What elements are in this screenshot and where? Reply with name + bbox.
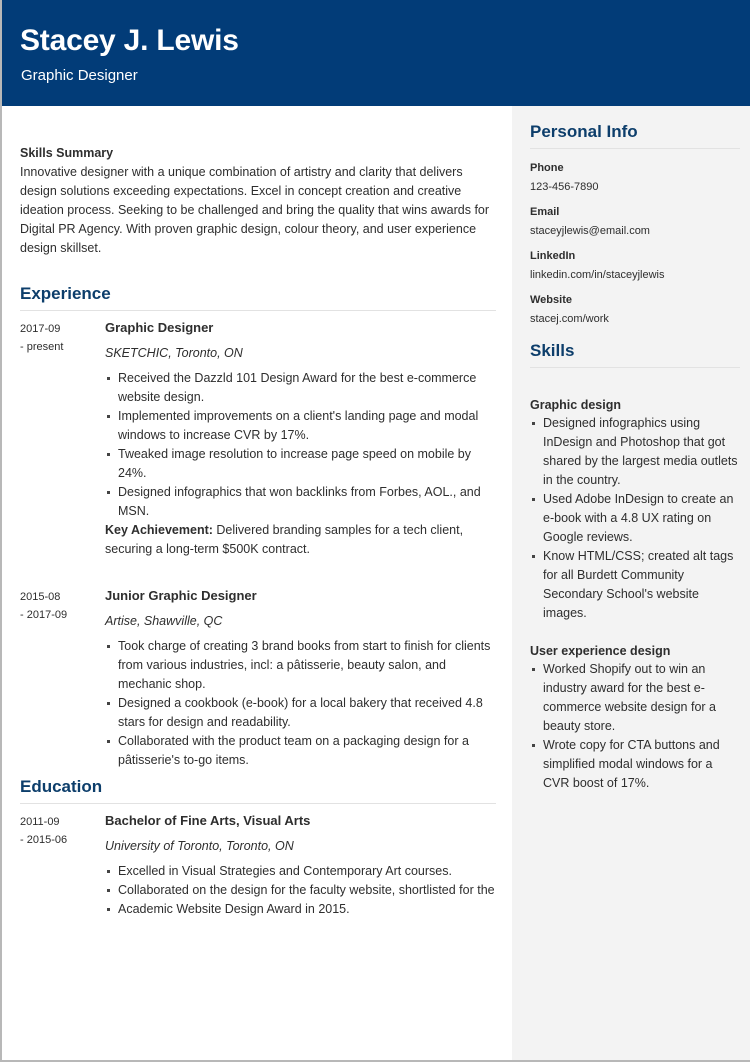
list-item: Know HTML/CSS; created alt tags for all Burdett Community Secondary School's website images. bbox=[530, 547, 740, 623]
key-achievement-label: Key Achievement: bbox=[105, 523, 213, 537]
job-company: Artise, Shawville, QC bbox=[105, 614, 223, 628]
list-item: Designed infographics that won backlinks from Forbes, AOL., and MSN. bbox=[105, 483, 500, 521]
job-title: Graphic Designer bbox=[105, 320, 214, 335]
info-label: Website bbox=[530, 294, 572, 306]
job-bullets bbox=[105, 369, 500, 521]
entry-body bbox=[105, 813, 500, 919]
info-value: linkedin.com/in/staceyjlewis bbox=[530, 269, 665, 281]
info-value: stacej.com/work bbox=[530, 313, 609, 325]
info-email bbox=[530, 205, 740, 238]
date-start: 2011-09 bbox=[20, 816, 60, 828]
entry-dates bbox=[20, 320, 100, 356]
school-name: University of Toronto, Toronto, ON bbox=[105, 839, 294, 853]
list-item: Designed infographics using InDesign and Photoshop that got shared by the largest media outlets in the country. bbox=[530, 414, 740, 490]
info-value: 123-456-7890 bbox=[530, 181, 599, 193]
entry-body bbox=[105, 588, 500, 770]
list-item: Tweaked image resolution to increase page speed on mobile by 24%. bbox=[105, 445, 500, 483]
list-item: Collaborated on the design for the faculty website, shortlisted for the bbox=[105, 881, 500, 900]
date-end: - 2015-06 bbox=[20, 834, 68, 846]
experience-heading: Experience bbox=[20, 284, 496, 311]
list-item: Worked Shopify out to win an industry award for the best e-commerce website design for a beauty store. bbox=[530, 660, 740, 736]
date-start: 2017-09 bbox=[20, 323, 61, 335]
key-achievement-text: Delivered branding samples for a tech client, securing a long-term $500K contract. bbox=[105, 523, 464, 556]
list-item: Took charge of creating 3 brand books from start to finish for clients from various industries, incl: a pâtisserie, beauty salon, and mechanic shop. bbox=[105, 637, 500, 694]
candidate-role: Graphic Designer bbox=[21, 67, 138, 84]
education-bullets bbox=[105, 862, 500, 919]
skills-summary-text: Innovative designer with a unique combination of artistry and clarity that delivers design solutions exceeding expectations. Excel in concept creation and creative ideation process. Seeking to be challenged and bring the quality that wins awards for Digital PR Agency. With proven graphic design, colour theory, and user experience design skillset. bbox=[20, 165, 490, 255]
entry-dates bbox=[20, 588, 100, 624]
info-label: LinkedIn bbox=[530, 250, 576, 262]
list-item: Received the Dazzld 101 Design Award for the best e-commerce website design. bbox=[105, 369, 500, 407]
list-item: Designed a cookbook (e-book) for a local bakery that received 4.8 stars for design and readability. bbox=[105, 694, 500, 732]
skill-group-graphic-design bbox=[530, 397, 740, 623]
info-label: Email bbox=[530, 206, 560, 218]
job-bullets bbox=[105, 637, 500, 770]
list-item: Used Adobe InDesign to create an e-book with a 4.8 UX rating on Google reviews. bbox=[530, 490, 740, 547]
entry-body bbox=[105, 320, 500, 559]
list-item: Academic Website Design Award in 2015. bbox=[105, 900, 500, 919]
skills-heading: Skills bbox=[530, 341, 740, 368]
candidate-name: Stacey J. Lewis bbox=[20, 24, 239, 57]
education-heading: Education bbox=[20, 777, 496, 804]
skill-name: Graphic design bbox=[530, 398, 621, 412]
entry-dates bbox=[20, 813, 100, 849]
personal-info-heading: Personal Info bbox=[530, 122, 740, 149]
list-item: Wrote copy for CTA buttons and simplified modal windows for a CVR boost of 17%. bbox=[530, 736, 740, 793]
skill-bullets bbox=[530, 660, 740, 793]
skills-summary-heading: Skills Summary bbox=[20, 146, 114, 160]
info-website bbox=[530, 293, 740, 326]
date-start: 2015-08 bbox=[20, 591, 61, 603]
skill-bullets bbox=[530, 414, 740, 623]
info-phone bbox=[530, 161, 740, 194]
resume-header bbox=[2, 0, 750, 106]
info-linkedin bbox=[530, 249, 740, 282]
key-achievement bbox=[105, 521, 500, 559]
sidebar bbox=[512, 106, 750, 1060]
date-end: - 2017-09 bbox=[20, 609, 68, 621]
job-company: SKETCHIC, Toronto, ON bbox=[105, 346, 243, 360]
job-title: Junior Graphic Designer bbox=[105, 588, 257, 603]
list-item: Implemented improvements on a client's landing page and modal windows to increase CVR by 17%. bbox=[105, 407, 500, 445]
info-label: Phone bbox=[530, 162, 564, 174]
list-item: Collaborated with the product team on a packaging design for a pâtisserie's to-go items. bbox=[105, 732, 500, 770]
degree-title: Bachelor of Fine Arts, Visual Arts bbox=[105, 813, 311, 828]
skill-group-ux-design bbox=[530, 643, 740, 793]
list-item: Excelled in Visual Strategies and Contemporary Art courses. bbox=[105, 862, 500, 881]
date-end: - present bbox=[20, 341, 64, 353]
info-value: staceyjlewis@email.com bbox=[530, 225, 650, 237]
skill-name: User experience design bbox=[530, 644, 671, 658]
